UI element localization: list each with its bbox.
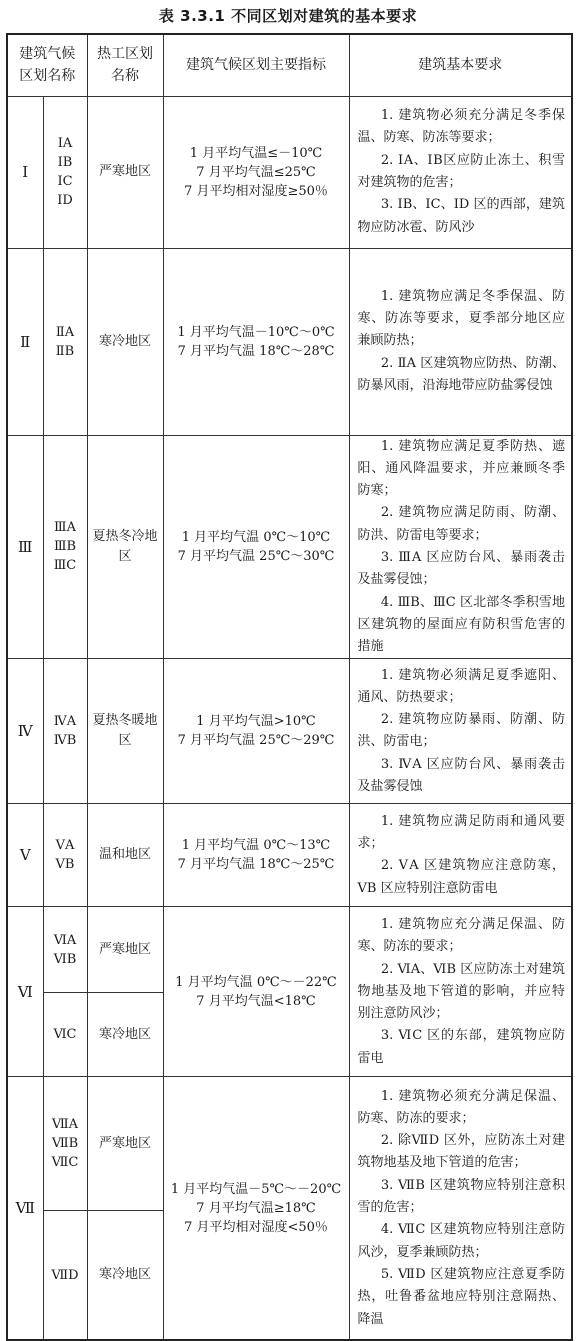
indicators: 1 月平均气温－5℃～－20℃ 7 月平均气温≥18℃ 7 月平均相对湿度<50％	[163, 1077, 349, 1340]
zone-name: Ⅵ	[7, 907, 43, 1077]
sub-zones: ⅢA ⅢB ⅢC	[43, 435, 87, 659]
indicators: 1 月平均气温 0℃～10℃ 7 月平均气温 25℃～30℃	[163, 435, 349, 659]
zone-name: Ⅱ	[7, 248, 43, 435]
table-title: 表 3.3.1 不同区划对建筑的基本要求	[158, 7, 418, 25]
indicators: 1 月平均气温>10℃ 7 月平均气温 25℃～29℃	[163, 659, 349, 804]
header-requirement: 建筑基本要求	[349, 34, 572, 96]
requirements: 1. 建筑物应满足冬季保温、防寒、防冻等要求，夏季部分地区应兼顾防热； 2. ⅡA 区建筑物应防热、防潮、防暴风雨，沿海地带应防盐雾侵蚀	[349, 248, 572, 435]
table-row-zone-7a	[7, 1077, 572, 1211]
header-zone: 建筑气候 区划名称	[7, 34, 87, 96]
indicators: 1 月平均气温 0℃～－22℃ 7 月平均气温<18℃	[163, 907, 349, 1077]
header-indicator: 建筑气候区划主要指标	[163, 34, 349, 96]
heat-zone: 严寒地区	[87, 96, 163, 248]
header-heat-zone: 热工区划 名称	[87, 34, 163, 96]
requirements: 1. 建筑物必须充分满足冬季保温、防寒、防冻等要求； 2. ⅠA、ⅠB区应防止冻土、积雪对建筑物的危害； 3. ⅠB、ⅠC、ⅠD 区的西部，建筑物应防冰雹、防风沙	[349, 96, 572, 248]
zone-name: Ⅴ	[7, 804, 43, 907]
sub-zones: ⅥC	[43, 993, 87, 1077]
zone-name: Ⅳ	[7, 659, 43, 804]
heat-zone: 严寒地区	[87, 1077, 163, 1211]
table-row-zone-5	[7, 804, 572, 907]
header-row	[7, 34, 572, 96]
sub-zones: ⅥA ⅥB	[43, 907, 87, 993]
climate-zone-table	[6, 33, 573, 1341]
sub-zones: ⅡA ⅡB	[43, 248, 87, 435]
heat-zone: 寒冷地区	[87, 1211, 163, 1340]
sub-zones: ⅣA ⅣB	[43, 659, 87, 804]
zone-name: Ⅶ	[7, 1077, 43, 1340]
zone-name: Ⅰ	[7, 96, 43, 248]
heat-zone: 温和地区	[87, 804, 163, 907]
sub-zones: ⅦD	[43, 1211, 87, 1340]
requirements: 1. 建筑物必须充分满足保温、防寒、防冻的要求； 2. 除ⅦD 区外，应防冻土对建筑物地基及地下管道的危害； 3. ⅦB 区建筑物应特别注意积雪的危害； 4. ⅦC 区建筑物应特别注意防风沙，夏季兼顾防热； 5. ⅦD 区建筑物应注意夏季防热，吐鲁番盆地应特别注意隔热、降温	[349, 1077, 572, 1340]
requirements: 1. 建筑物应满足夏季防热、遮阳、通风降温要求，并应兼顾冬季防寒； 2. 建筑物应满足防雨、防潮、防洪、防雷电等要求； 3. ⅢA 区应防台风、暴雨袭击及盐雾侵蚀； 4. ⅢB、ⅢC 区北部冬季积雪地区建筑物的屋面应有防积雪危害的措施	[349, 435, 572, 659]
heat-zone: 夏热冬暖地区	[87, 659, 163, 804]
heat-zone: 寒冷地区	[87, 993, 163, 1077]
sub-zones: ⅠA ⅠB ⅠC ⅠD	[43, 96, 87, 248]
heat-zone: 寒冷地区	[87, 248, 163, 435]
sub-zones: ⅦA ⅦB ⅦC	[43, 1077, 87, 1211]
heat-zone: 夏热冬冷地区	[87, 435, 163, 659]
requirements: 1. 建筑物应充分满足保温、防寒、防冻的要求； 2. ⅥA、ⅥB 区应防冻土对建筑物地基及地下管道的影响，并应特别注意防风沙； 3. ⅥC 区的东部，建筑物应防雷电	[349, 907, 572, 1077]
table-row-zone-3	[7, 435, 572, 659]
requirements: 1. 建筑物必须满足夏季遮阳、通风、防热要求； 2. 建筑物应防暴雨、防潮、防洪、防雷电； 3. ⅣA 区应防台风、暴雨袭击及盐雾侵蚀	[349, 659, 572, 804]
indicators: 1 月平均气温 0℃～13℃ 7 月平均气温 18℃～25℃	[163, 804, 349, 907]
requirements: 1. 建筑物应满足防雨和通风要求； 2. ⅤA 区建筑物应注意防寒，ⅤB 区应特别注意防雷电	[349, 804, 572, 907]
table-row-zone-2	[7, 248, 572, 435]
heat-zone: 严寒地区	[87, 907, 163, 993]
zone-name: Ⅲ	[7, 435, 43, 659]
table-row-zone-6a	[7, 907, 572, 993]
indicators: 1 月平均气温－10℃～0℃ 7 月平均气温 18℃～28℃	[163, 248, 349, 435]
table-row-zone-4	[7, 659, 572, 804]
indicators: 1 月平均气温≤－10℃ 7 月平均气温≤25℃ 7 月平均相对湿度≥50％	[163, 96, 349, 248]
sub-zones: ⅤA ⅤB	[43, 804, 87, 907]
table-row-zone-1	[7, 96, 572, 248]
